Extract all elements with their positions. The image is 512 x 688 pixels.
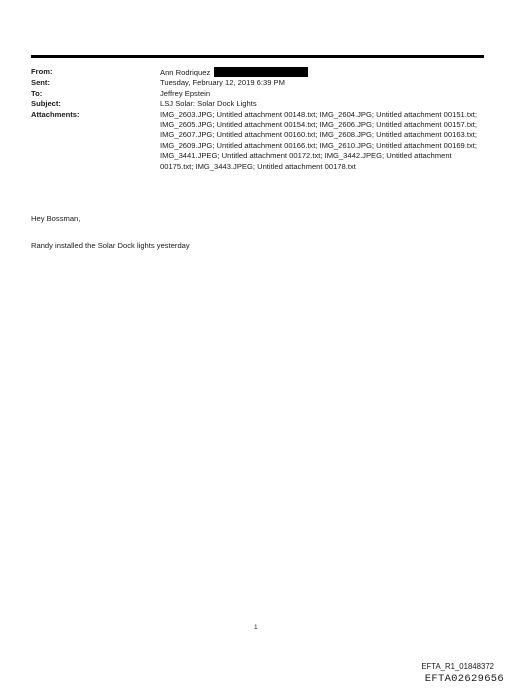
to-row [31,89,484,99]
bates-number-secondary: EFTA02629656 [424,673,504,685]
bates-number-primary: EFTA_R1_01848372 [421,662,494,671]
attachments-value: IMG_2603.JPG; Untitled attachment 00148.txt; IMG_2604.JPG; Untitled attachment 00151.txt; IMG_2605.JPG; Untitled attachment 00154.txt; IMG_2606.JPG; Untitled attachment 00157.txt; IMG_2607.JPG; Untitled attachment 00160.txt; IMG_2608.JPG; Untitled attachment 00163.txt; IMG_2609.JPG; Untitled attachment 00166.txt; IMG_2610.JPG; Untitled attachment 00169.txt; IMG_3441.JPEG; Untitled attachment 00172.txt; IMG_3442.JPEG; Untitled attachment 00175.txt; IMG_3443.JPEG; Untitled attachment 00178.txt [160,109,477,171]
page-number: 1 [254,624,258,631]
email-header [31,67,484,172]
attachments-label: Attachments: [31,109,80,119]
body-line: Randy installed the Solar Dock lights yesterday [31,241,190,251]
from-field [160,67,484,78]
email-body [31,214,190,269]
to-value: Jeffrey Epstein [160,88,211,98]
from-value: Ann Rodriquez [160,68,211,77]
subject-label: Subject: [31,99,61,109]
sent-label: Sent: [31,78,50,88]
sent-value: Tuesday, February 12, 2019 6:39 PM [160,78,285,88]
attachments-row [31,110,484,172]
redaction-bar [214,67,308,77]
header-divider [31,55,484,58]
subject-value: LSJ Solar: Solar Dock Lights [160,99,257,109]
sent-row [31,78,484,88]
from-label: From: [31,67,53,76]
to-label: To: [31,88,43,98]
from-row [31,67,484,78]
greeting: Hey Bossman, [31,214,81,223]
subject-row [31,99,484,109]
